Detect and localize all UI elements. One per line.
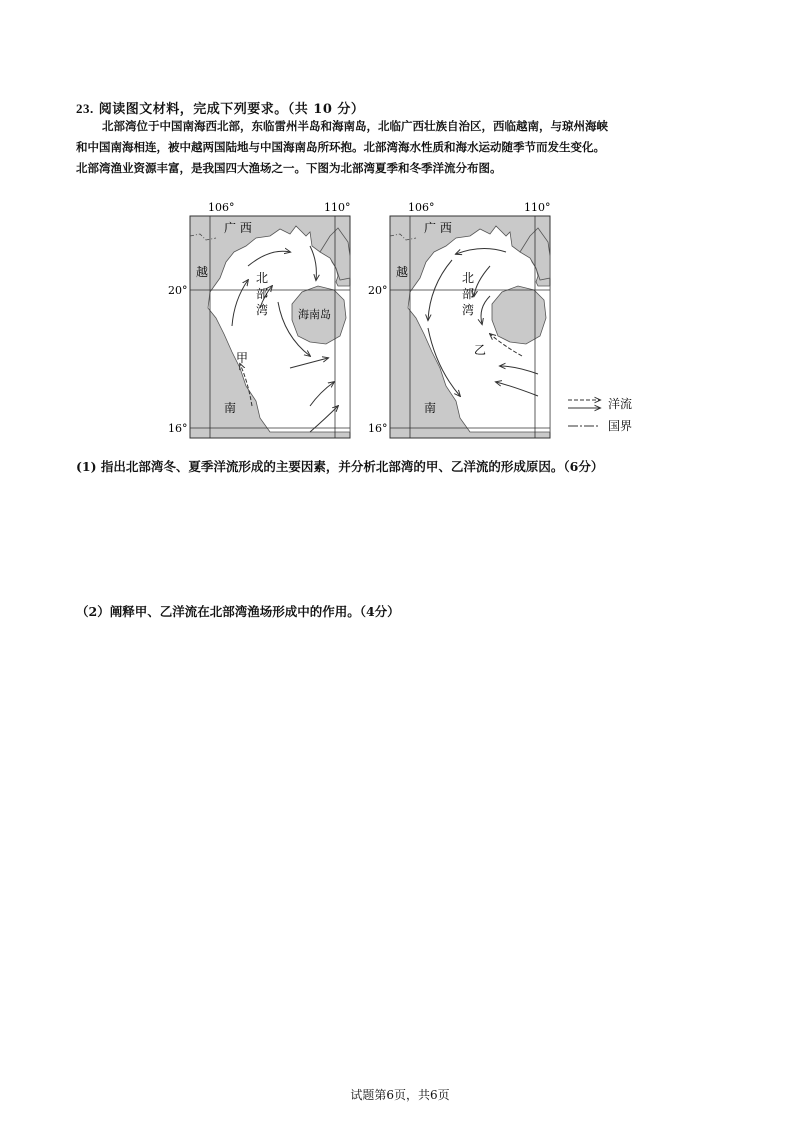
map-winter-bei: 北	[462, 271, 475, 285]
question-heading: 阅读图文材料，完成下列要求。（共 10 分）	[98, 102, 365, 117]
map-summer-jia: 甲	[236, 351, 249, 365]
page-footer: 试题第6页，共6页	[350, 1088, 450, 1102]
map-winter-wan: 湾	[462, 303, 475, 317]
map-summer-wan: 湾	[256, 303, 269, 317]
map-summer	[168, 201, 351, 438]
map-summer-guangxi: 广 西	[224, 221, 252, 235]
map-summer-lat16: 16°	[168, 422, 188, 435]
legend-current-label: 洋流	[608, 397, 633, 411]
intro-paragraph	[76, 116, 736, 179]
sub-question-1: (1) 指出北部湾冬、夏季洋流形成的主要因素，并分析北部湾的甲、乙洋流的形成原因。（6分）	[76, 459, 604, 474]
intro-line: 北部湾渔业资源丰富，是我国四大渔场之一。下图为北部湾夏季和冬季洋流分布图。	[76, 161, 502, 175]
map-winter-lat16: 16°	[368, 422, 388, 435]
map-winter-lon110: 110°	[524, 201, 551, 214]
map-winter-guangxi: 广 西	[424, 221, 452, 235]
sub-question-2: （2）阐释甲、乙洋流在北部湾渔场形成中的作用。（4分）	[76, 604, 400, 619]
question-title	[76, 98, 364, 117]
map-summer-hainan-label: 海南岛	[298, 308, 331, 321]
map-summer-lon110: 110°	[324, 201, 351, 214]
intro-line: 和中国南海相连，被中越两国陆地与中国海南岛所环抱。北部湾海水性质和海水运动随季节而发生变化。	[76, 140, 605, 154]
map-summer-lat20: 20°	[168, 284, 188, 297]
map-winter-lat20: 20°	[368, 284, 388, 297]
map-winter	[368, 201, 551, 438]
map-summer-bei: 北	[256, 271, 269, 285]
map-winter-nan: 南	[424, 401, 437, 415]
question-number: 23.	[76, 101, 94, 116]
map-winter-bu: 部	[462, 287, 475, 301]
map-winter-yi: 乙	[474, 343, 487, 357]
map-summer-yue: 越	[196, 265, 209, 279]
current-maps-figure	[160, 196, 660, 446]
map-summer-lon106: 106°	[208, 201, 235, 214]
map-winter-hainan	[492, 286, 546, 344]
map-legend	[568, 396, 632, 433]
map-winter-yue: 越	[396, 265, 409, 279]
map-summer-nan: 南	[224, 401, 237, 415]
intro-line: 北部湾位于中国南海西北部，东临雷州半岛和海南岛，北临广西壮族自治区，西临越南，与琼州海峡	[102, 119, 608, 133]
map-summer-bu: 部	[256, 287, 269, 301]
legend-border-label: 国界	[608, 419, 633, 433]
map-winter-lon106: 106°	[408, 201, 435, 214]
